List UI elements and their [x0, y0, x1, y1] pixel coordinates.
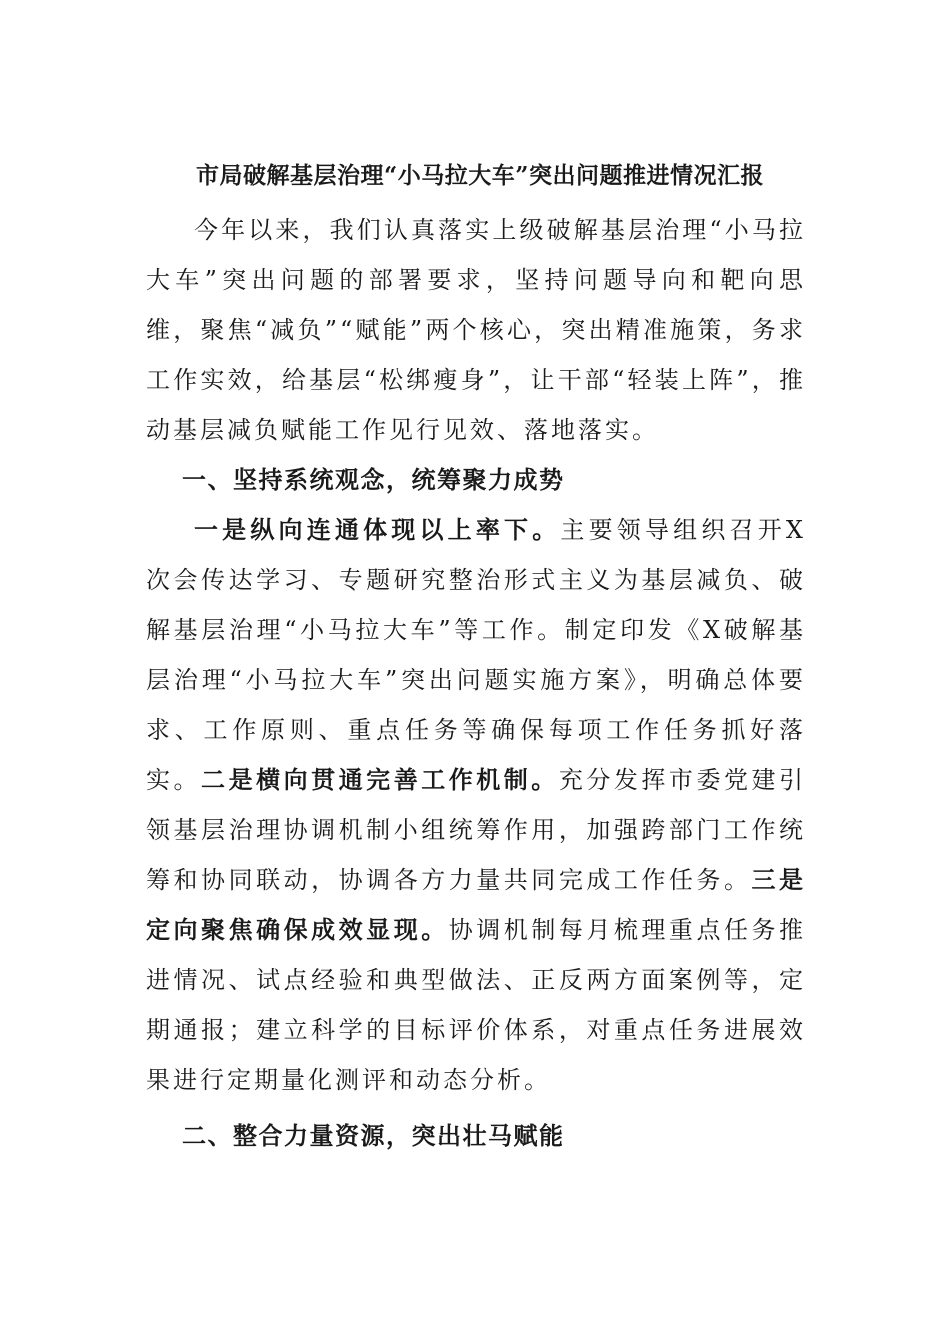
- point-1-body: 主要领导组织召开X次会传达学习、专题研究整治形式主义为基层减负、破解基层治理“小马拉大车”等工作。制定印发《X破解基层治理“小马拉大车”突出问题实施方案》，明确总体要求、工作原则、重点任务等确保每项工作任务抓好落实。: [146, 516, 806, 794]
- document-page: [146, 155, 806, 1161]
- section-2-heading: 二、整合力量资源，突出壮马赋能: [182, 1121, 565, 1150]
- point-3-lead: 三是定向聚焦确保成效显现。: [146, 865, 807, 944]
- intro-paragraph: 今年以来，我们认真落实上级破解基层治理“小马拉大车”突出问题的部署要求，坚持问题导向和靶向思维，聚焦“减负”“赋能”两个核心，突出精准施策，务求工作实效，给基层“松绑瘦身”，让干部“轻装上阵”，推动基层减负赋能工作见行见效、落地落实。: [146, 216, 806, 444]
- document-title: 市局破解基层治理“小马拉大车”突出问题推进情况汇报: [196, 162, 764, 189]
- point-2-lead: 二是横向贯通完善工作机制。: [201, 765, 559, 794]
- section-1-heading: 一、坚持系统观念，统筹聚力成势: [182, 465, 565, 494]
- section-1-paragraph: [146, 505, 806, 1105]
- point-3-body: 协调机制每月梳理重点任务推进情况、试点经验和典型做法、正反两方面案例等，定期通报；建立科学的目标评价体系，对重点任务进展效果进行定期量化测评和动态分析。: [146, 916, 807, 1094]
- point-1-lead: 一是纵向连通体现以上率下。: [194, 515, 561, 544]
- point-2-body: 充分发挥市委党建引领基层治理协调机制小组统筹作用，加强跨部门工作统筹和协同联动，协调各方力量共同完成工作任务。: [146, 766, 807, 894]
